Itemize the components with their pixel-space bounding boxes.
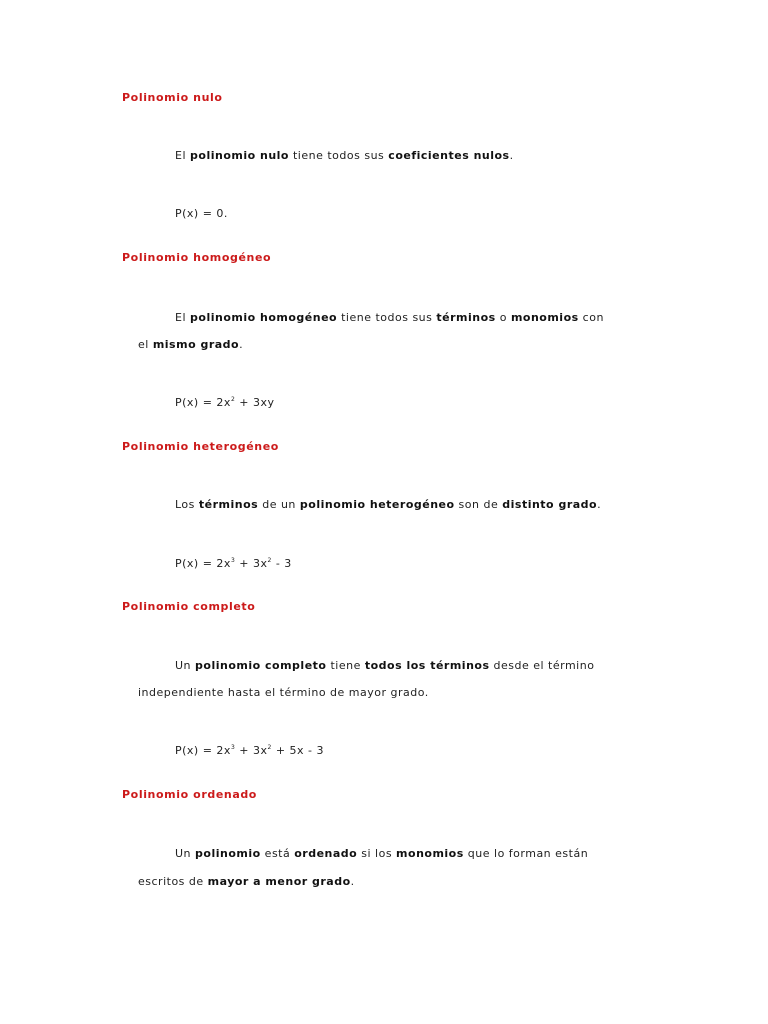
bold-term: distinto grado [502, 498, 598, 511]
bold-term: ordenado [294, 847, 358, 860]
text-run: tiene todos sus [337, 311, 437, 324]
definition-polinomio-nulo [175, 149, 514, 163]
formula-polinomio-nulo: P(x) = 0. [175, 207, 228, 220]
bold-term: monomios [396, 847, 464, 860]
formula-text: P(x) = 2x [175, 744, 231, 757]
section-title-polinomio-nulo: Polinomio nulo [122, 91, 223, 104]
text-run: El [175, 149, 191, 162]
text-run: de un [258, 498, 300, 511]
formula-polinomio-completo [175, 744, 324, 758]
text-run: o [495, 311, 511, 324]
text-run: tiene todos sus [289, 149, 389, 162]
bold-term: mayor a menor grado [207, 875, 351, 888]
text-run: el [138, 338, 153, 351]
formula-polinomio-homogeneo [175, 396, 275, 410]
text-run: . [597, 498, 602, 511]
definition-polinomio-completo-line2 [138, 686, 429, 700]
definition-polinomio-ordenado-line1 [175, 847, 588, 861]
exponent: 2 [267, 557, 272, 564]
bold-term: monomios [510, 311, 579, 324]
section-title-polinomio-completo: Polinomio completo [122, 600, 256, 613]
text-run: Los [175, 498, 199, 511]
bold-term: polinomio nulo [190, 149, 289, 162]
formula-text: + 3x [235, 557, 268, 570]
formula-text: - 3 [271, 557, 292, 570]
definition-polinomio-heterogeneo [175, 498, 601, 512]
bold-term: polinomio completo [195, 659, 327, 672]
bold-term: términos [198, 498, 259, 511]
definition-polinomio-ordenado-line2 [138, 875, 355, 889]
text-run: escritos de [138, 875, 208, 888]
text-run: desde el término [489, 659, 595, 672]
definition-polinomio-homogeneo-line1 [175, 311, 604, 325]
formula-text: P(x) = 2x [175, 557, 231, 570]
formula-polinomio-heterogeneo [175, 557, 292, 571]
text-run: El [175, 311, 191, 324]
text-run: . [509, 149, 514, 162]
formula-text: P(x) = 2x [175, 396, 231, 409]
text-run: tiene [326, 659, 365, 672]
text-run: con [578, 311, 604, 324]
bold-term: polinomio heterogéneo [299, 498, 455, 511]
text-run: . [239, 338, 244, 351]
text-run: está [260, 847, 295, 860]
text-run: independiente hasta el término de mayor grado. [138, 686, 429, 699]
text-run: . [350, 875, 355, 888]
section-title-polinomio-homogeneo: Polinomio homogéneo [122, 251, 272, 264]
bold-term: mismo grado [152, 338, 240, 351]
exponent: 3 [230, 557, 236, 564]
definition-polinomio-homogeneo-line2 [138, 338, 243, 352]
section-title-polinomio-ordenado: Polinomio ordenado [122, 788, 257, 801]
formula-text: + 3xy [235, 396, 275, 409]
bold-term: coeficientes nulos [388, 149, 510, 162]
formula-text: + 5x - 3 [271, 744, 325, 757]
section-title-polinomio-heterogeneo: Polinomio heterogéneo [122, 440, 279, 453]
bold-term: polinomio homogéneo [190, 311, 338, 324]
exponent: 2 [230, 396, 236, 403]
formula-text: + 3x [235, 744, 268, 757]
text-run: que lo forman están [463, 847, 589, 860]
text-run: son de [454, 498, 503, 511]
text-run: Un [175, 847, 196, 860]
exponent: 2 [267, 744, 272, 751]
bold-term: términos [436, 311, 496, 324]
bold-term: polinomio [195, 847, 261, 860]
text-run: si los [357, 847, 397, 860]
text-run: Un [175, 659, 196, 672]
bold-term: todos los términos [364, 659, 490, 672]
exponent: 3 [230, 744, 236, 751]
definition-polinomio-completo-line1 [175, 659, 594, 673]
